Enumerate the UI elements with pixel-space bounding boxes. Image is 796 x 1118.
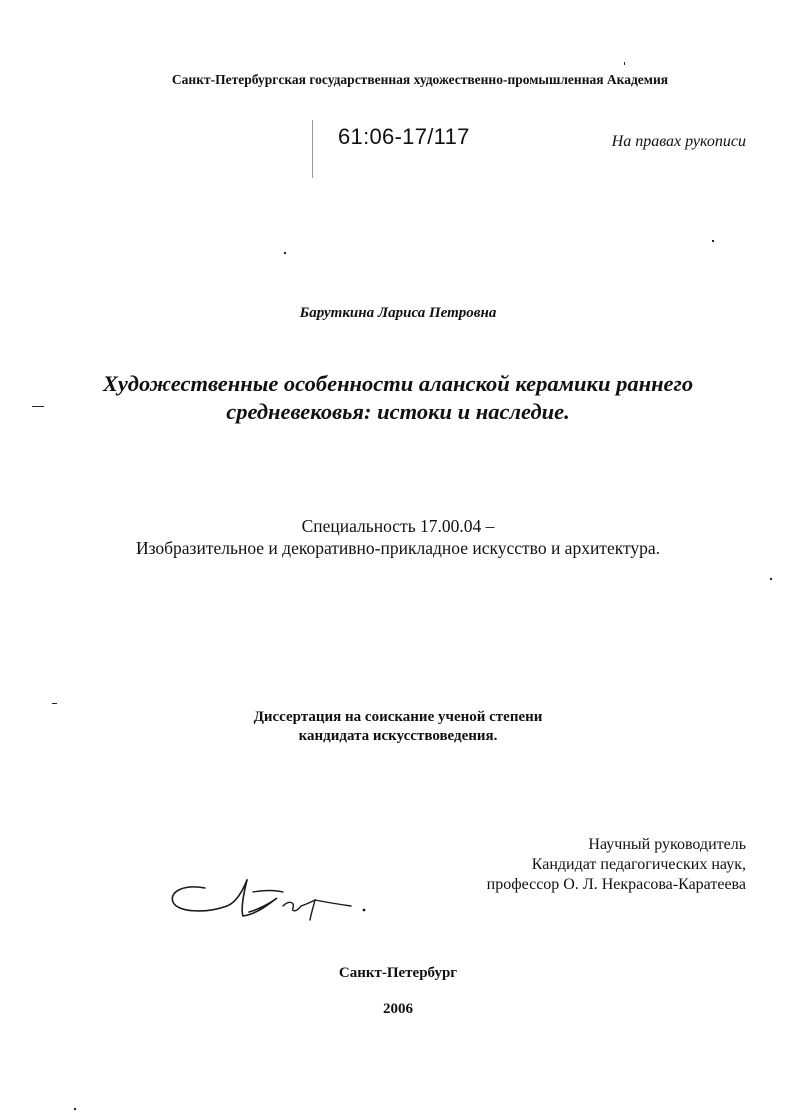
scan-speck [624,62,625,65]
city: Санкт-Петербург [338,965,458,981]
archive-code-divider [312,120,313,178]
specialty-block [0,515,796,559]
scan-speck [52,703,57,704]
archive-code-stamp: 61:06-17/117 [338,124,470,149]
scan-speck [32,406,44,407]
author-name: Баруткина Лариса Петровна [299,305,497,321]
supervisor-role: Научный руководитель [588,836,746,853]
degree-line-2: кандидата искусствоведения. [298,728,498,744]
supervisor-name: профессор О. Л. Некрасова-Каратеева [486,876,746,893]
supervisor-block [400,835,746,895]
specialty-name: Изобразительное и декоративно-прикладное искусство и архитектура. [135,538,661,558]
rights-note: На правах рукописи [611,133,746,150]
institution-name: Санкт-Петербургская государственная художественно-промышленная Академия [171,72,669,87]
supervisor-title: Кандидат педагогических наук, [531,856,746,873]
scan-speck [284,252,286,254]
dissertation-title [0,370,796,426]
scan-speck [74,1108,76,1110]
specialty-code: Специальность 17.00.04 – [301,516,495,536]
title-line-2: средневековья: истоки и наследие. [226,399,570,424]
degree-line-1: Диссертация на соискание ученой степени [253,709,543,725]
title-line-1: Художественные особенности аланской керамики раннего [102,371,694,396]
scan-speck [712,240,714,242]
degree-block [0,708,796,746]
handwritten-signature [165,870,375,930]
year: 2006 [383,1001,413,1017]
scan-speck [770,578,772,580]
